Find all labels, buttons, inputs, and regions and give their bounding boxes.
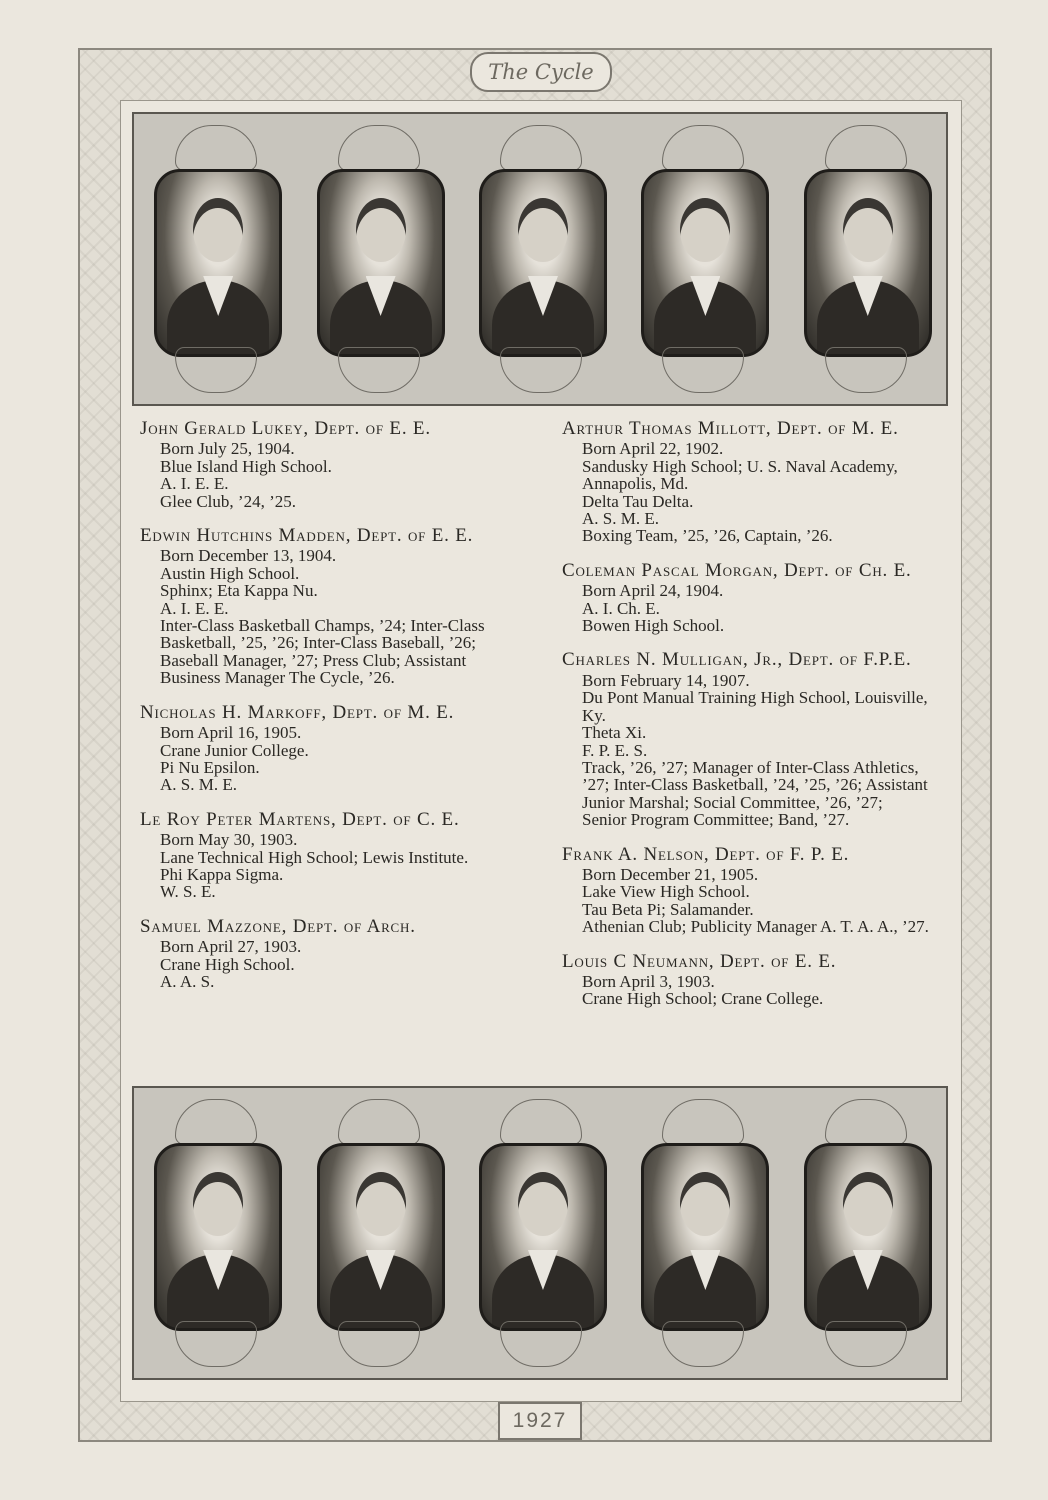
- bottom-portrait-unit: [140, 1093, 290, 1373]
- scroll-ornament-top: [338, 1099, 420, 1145]
- portrait-photo: [479, 1143, 607, 1331]
- scroll-ornament-top: [662, 125, 744, 171]
- biography-entry: [140, 420, 508, 510]
- biography-line: Born April 16, 1905.: [160, 723, 302, 743]
- portrait-head: [518, 198, 568, 262]
- scroll-ornament-bottom: [500, 1321, 582, 1367]
- biography-line: A. I. E. E.: [160, 598, 229, 618]
- portrait-photo: [479, 169, 607, 357]
- biography-line: Born February 14, 1907.: [582, 670, 750, 690]
- scroll-ornament-top: [338, 125, 420, 171]
- student-name: Samuel Mazzone, Dept. of Arch.: [140, 915, 416, 937]
- biography-entry: [140, 701, 508, 795]
- biography-line: Tau Beta Pi; Salamander.: [582, 899, 754, 919]
- student-name: Nicholas H. Markoff, Dept. of M. E.: [140, 701, 455, 723]
- portrait-photo: [317, 1143, 445, 1331]
- biography-line: Track, ’26, ’27; Manager of Inter-Class Athletics, ’27; Inter-Class Basketball, ’24, ’25, ’26; Assistant Junior Marshal; Social Committee, ’26, ’27; Senior Program Committee; Band, ’27.: [582, 757, 928, 830]
- biography-line: Pi Nu Epsilon.: [160, 757, 260, 777]
- student-name: Le Roy Peter Martens, Dept. of C. E.: [140, 808, 460, 830]
- biography-line: W. S. E.: [160, 882, 216, 902]
- biography-line: Theta Xi.: [582, 723, 647, 743]
- top-portrait-unit: [303, 119, 453, 399]
- biography-line: A. A. S.: [160, 971, 215, 991]
- portrait-photo: [154, 169, 282, 357]
- biography-line: A. I. E. E.: [160, 474, 229, 494]
- biography-line: Austin High School.: [160, 563, 300, 583]
- biography-line: Born December 21, 1905.: [582, 864, 759, 884]
- top-portrait-unit: [140, 119, 290, 399]
- biography-line: A. S. M. E.: [582, 509, 659, 529]
- biography-line: Du Pont Manual Training High School, Louisville, Ky.: [582, 688, 928, 725]
- top-portrait-unit: [465, 119, 615, 399]
- portrait-head: [680, 198, 730, 262]
- scroll-ornament-bottom: [338, 347, 420, 393]
- portrait-photo: [641, 1143, 769, 1331]
- biography-line: A. S. M. E.: [160, 775, 237, 795]
- scroll-ornament-bottom: [825, 347, 907, 393]
- biography-line: Athenian Club; Publicity Manager A. T. A. A., ’27.: [582, 917, 929, 937]
- biography-line: Boxing Team, ’25, ’26, Captain, ’26.: [582, 526, 833, 546]
- student-name: Arthur Thomas Millott, Dept. of M. E.: [562, 418, 899, 439]
- biography-entry: [562, 559, 930, 636]
- biography-line: Crane High School; Crane College.: [582, 989, 824, 1009]
- biography-line: Glee Club, ’24, ’25.: [160, 491, 296, 511]
- student-name: Louis C Neumann, Dept. of E. E.: [562, 950, 837, 972]
- student-name: John Gerald Lukey, Dept. of E. E.: [140, 418, 431, 439]
- biography-line: Sphinx; Eta Kappa Nu.: [160, 581, 318, 601]
- biography-line: Lake View High School.: [582, 882, 750, 902]
- bottom-portrait-unit: [303, 1093, 453, 1373]
- biography-line: Born April 3, 1903.: [582, 971, 715, 991]
- biography-line: Blue Island High School.: [160, 456, 332, 476]
- scroll-ornament-top: [175, 125, 257, 171]
- biography-line: Bowen High School.: [582, 616, 725, 636]
- biography-entry: [562, 843, 930, 937]
- biography-line: Crane High School.: [160, 954, 295, 974]
- biography-entry: [562, 420, 930, 545]
- biography-line: F. P. E. S.: [582, 740, 648, 760]
- bottom-portrait-unit: [790, 1093, 940, 1373]
- student-name: Charles N. Mulligan, Jr., Dept. of F.P.E.: [562, 649, 912, 671]
- portrait-head: [680, 1172, 730, 1236]
- portrait-photo: [154, 1143, 282, 1331]
- biography-line: Born May 30, 1903.: [160, 830, 298, 850]
- biography-entry: [562, 651, 930, 828]
- scroll-ornament-top: [500, 125, 582, 171]
- portrait-photo: [641, 169, 769, 357]
- biography-line: Lane Technical High School; Lewis Institute.: [160, 847, 469, 867]
- portrait-photo: [804, 169, 932, 357]
- bottom-portrait-unit: [627, 1093, 777, 1373]
- portrait-head: [193, 1172, 243, 1236]
- student-name: Edwin Hutchins Madden, Dept. of E. E.: [140, 525, 474, 547]
- portrait-head: [518, 1172, 568, 1236]
- header-title: The Cycle: [470, 52, 612, 92]
- biography-line: A. I. Ch. E.: [582, 598, 660, 618]
- biography-line: Born April 27, 1903.: [160, 937, 302, 957]
- scroll-ornament-top: [662, 1099, 744, 1145]
- portrait-photo: [804, 1143, 932, 1331]
- student-name: Frank A. Nelson, Dept. of F. P. E.: [562, 843, 850, 865]
- biography-line: Crane Junior College.: [160, 740, 309, 760]
- top-portrait-unit: [627, 119, 777, 399]
- scroll-ornament-top: [175, 1099, 257, 1145]
- biography-entry: [562, 950, 930, 1009]
- biography-entry: [140, 527, 508, 687]
- biography-line: Born April 24, 1904.: [582, 581, 724, 601]
- portrait-head: [193, 198, 243, 262]
- biography-line: Phi Kappa Sigma.: [160, 864, 284, 884]
- biography-line: Born December 13, 1904.: [160, 546, 337, 566]
- biography-line: Born April 22, 1902.: [582, 439, 724, 459]
- scroll-ornament-top: [500, 1099, 582, 1145]
- left-column: [140, 420, 508, 1070]
- scroll-ornament-bottom: [175, 1321, 257, 1367]
- portrait-photo: [317, 169, 445, 357]
- biography-line: Sandusky High School; U. S. Naval Academy, Annapolis, Md.: [582, 456, 898, 494]
- scroll-ornament-bottom: [662, 347, 744, 393]
- bottom-portrait-unit: [465, 1093, 615, 1373]
- biography-entry: [140, 808, 508, 902]
- bottom-portrait-strip: [132, 1086, 948, 1380]
- portrait-head: [356, 1172, 406, 1236]
- scroll-ornament-top: [825, 1099, 907, 1145]
- footer-year: 1927: [498, 1402, 582, 1440]
- biography-line: Delta Tau Delta.: [582, 491, 694, 511]
- biography-entry: [140, 915, 508, 991]
- scroll-ornament-bottom: [500, 347, 582, 393]
- top-portrait-strip: [132, 112, 948, 406]
- scroll-ornament-bottom: [175, 347, 257, 393]
- scroll-ornament-bottom: [338, 1321, 420, 1367]
- student-name: Coleman Pascal Morgan, Dept. of Ch. E.: [562, 559, 912, 581]
- top-portrait-unit: [790, 119, 940, 399]
- biography-line: Inter-Class Basketball Champs, ’24; Inter-Class Basketball, ’25, ’26; Inter-Class Baseball, ’26; Baseball Manager, ’27; Press Club; Assistant Business Manager The Cycle, ’26.: [160, 616, 485, 688]
- portrait-head: [843, 198, 893, 262]
- scroll-ornament-bottom: [662, 1321, 744, 1367]
- scroll-ornament-bottom: [825, 1321, 907, 1367]
- scroll-ornament-top: [825, 125, 907, 171]
- right-column: [562, 420, 930, 1070]
- biography-text-area: [140, 420, 930, 1070]
- biography-line: Born July 25, 1904.: [160, 439, 295, 459]
- portrait-head: [843, 1172, 893, 1236]
- portrait-head: [356, 198, 406, 262]
